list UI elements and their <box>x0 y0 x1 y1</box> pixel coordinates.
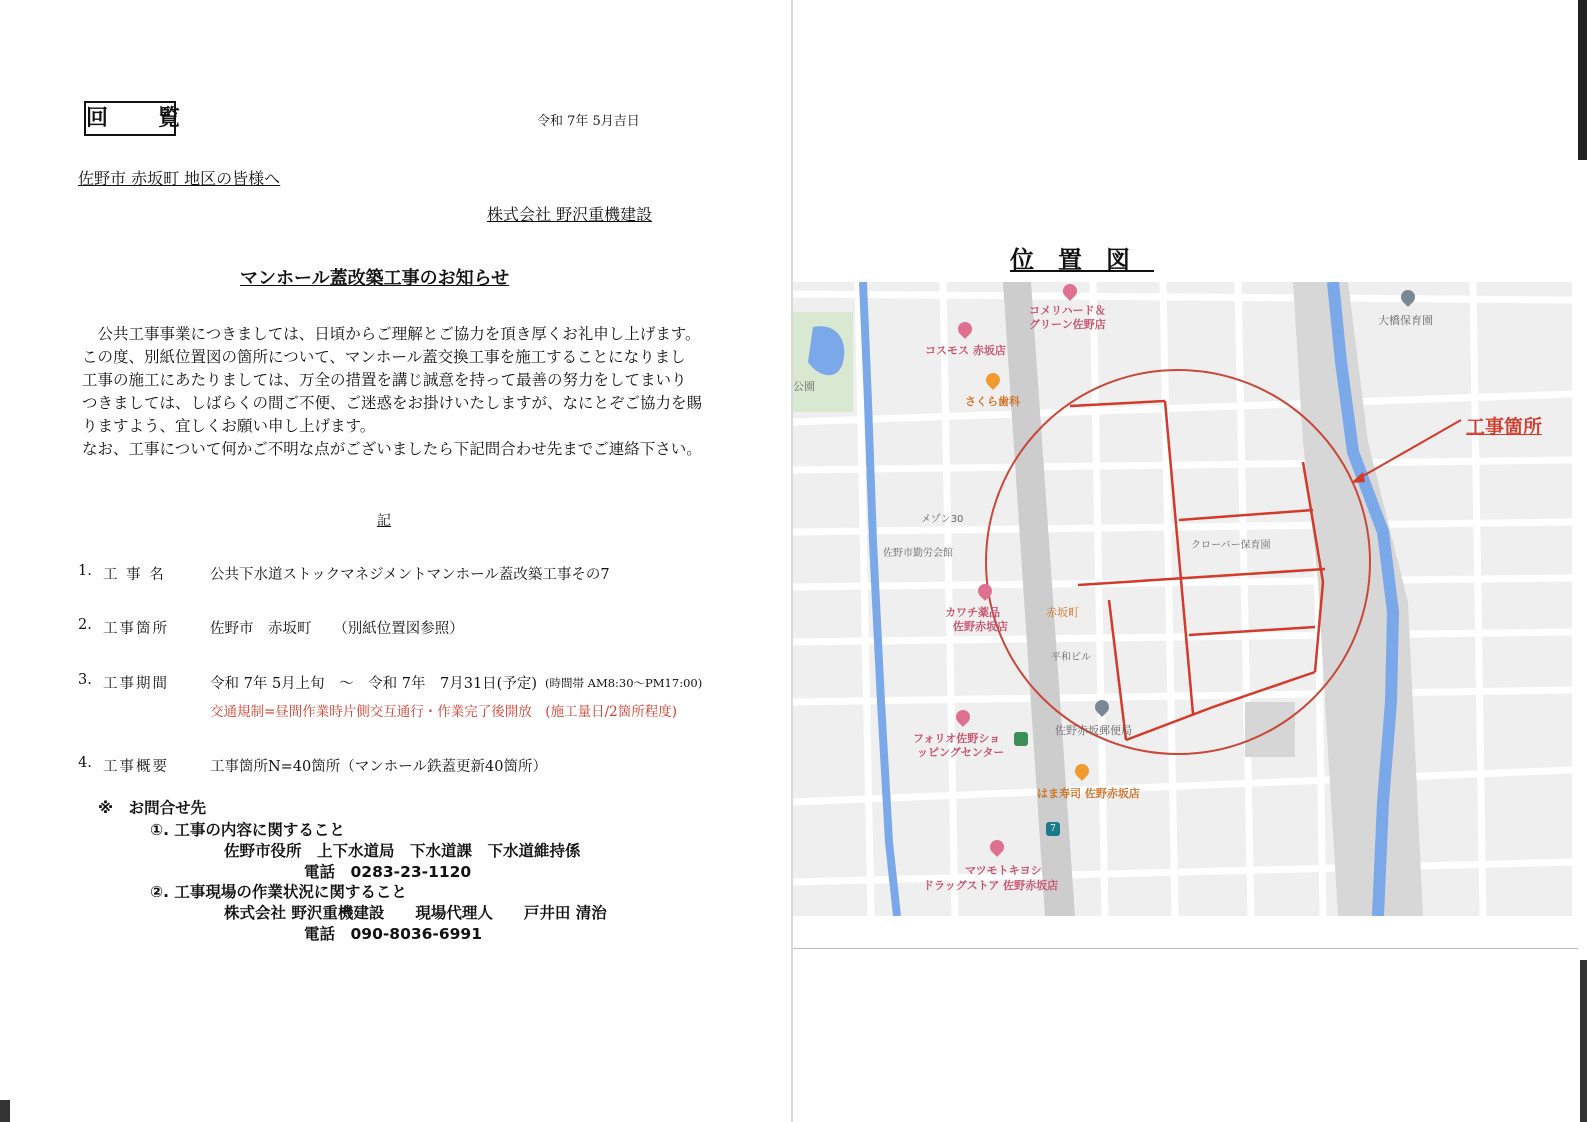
map-label: 佐野市勤労会館 <box>883 548 953 559</box>
divider <box>793 948 1578 949</box>
item-label: 工事箇所 <box>103 621 169 637</box>
item-label: 工事概要 <box>103 759 169 775</box>
contact-tel: 電話 0283-23-1120 <box>304 863 472 881</box>
map-label: 赤坂町 <box>1046 606 1079 619</box>
body-line: 公共工事事業につきましては、日頃からご理解とご協力を頂き厚くお礼申し上げます。 <box>82 325 701 343</box>
scan-edge-shadow <box>0 1100 10 1122</box>
body-line: 工事の施工にあたりましては、万全の措置を講じ誠意を持って最善の努力をしてまいり <box>82 371 687 389</box>
map-label: グリーン佐野店 <box>1029 318 1106 331</box>
issuer-company: 株式会社 野沢重機建設 <box>487 205 653 224</box>
map-label: コメリハード＆ <box>1029 304 1106 317</box>
ki-heading: 記 <box>377 513 391 529</box>
map-label: 佐野赤坂郵便局 <box>1055 724 1132 737</box>
body-line: つきましては、しばらくの間ご不便、ご迷惑をお掛けいたしますが、なにとぞご協力を賜 <box>82 394 703 412</box>
body-line: りますよう、宜しくお願い申し上げます。 <box>82 417 376 435</box>
contact-tel: 電話 090-8036-6991 <box>304 925 483 943</box>
item-value: 佐野市 赤坂町 （別紙位置図参照） <box>210 621 464 637</box>
scan-edge-shadow <box>1580 960 1587 1122</box>
item-number: 1. <box>78 563 92 579</box>
map-label: 大橋保育園 <box>1378 314 1433 327</box>
kairan-box: 回 覧 <box>84 101 176 136</box>
map-label: メゾン30 <box>921 514 964 525</box>
item-value: 令和 7年 5月上旬 ～ 令和 7年 7月31日(予定) <box>210 676 537 692</box>
contact-item-title: ①. 工事の内容に関すること <box>150 821 345 839</box>
time-note: (時間帯 AM8:30～PM17:00) <box>545 676 703 690</box>
contact-heading: ※ お問合せ先 <box>98 799 207 817</box>
item-number: 2. <box>78 617 92 633</box>
map-canvas <box>793 282 1572 916</box>
item-number: 4. <box>78 755 92 771</box>
contact-item-title: ②. 工事現場の作業状況に関すること <box>150 883 407 901</box>
map-label: ッピングセンター <box>917 746 1005 759</box>
contact-org: 佐野市役所 上下水道局 下水道課 下水道維持係 <box>224 842 581 860</box>
map-label: 平和ビル <box>1051 652 1091 663</box>
body-line: なお、工事について何かご不明な点がございましたら下記問合わせ先までご連絡下さい。 <box>82 440 702 458</box>
item-value: 工事箇所N=40箇所（マンホール鉄蓋更新40箇所） <box>210 759 547 775</box>
item-label: 工 事 名 <box>103 567 166 583</box>
body-line: この度、別紙位置図の箇所について、マンホール蓋交換工事を施工することになりまし <box>82 348 686 366</box>
construction-site-label: 工事箇所 <box>1466 416 1543 438</box>
map-label: クローバー保育園 <box>1191 540 1271 551</box>
item-number: 3. <box>78 672 92 688</box>
item-label: 工事期間 <box>103 676 169 692</box>
map-label: ドラッグストア 佐野赤坂店 <box>923 879 1059 892</box>
addressee: 佐野市 赤坂町 地区の皆様へ <box>78 169 281 188</box>
map-label: 佐野赤坂店 <box>953 620 1008 633</box>
map-label: 公園 <box>793 380 815 393</box>
shopping-center-icon <box>1014 732 1028 746</box>
map-label: はま寿司 佐野赤坂店 <box>1037 787 1140 800</box>
contact-org: 株式会社 野沢重機建設 現場代理人 戸井田 清治 <box>224 904 607 922</box>
map-label: さくら歯科 <box>965 395 1020 408</box>
map-label: コスモス 赤坂店 <box>925 344 1006 357</box>
map-label: マツモトキヨシ <box>965 864 1042 877</box>
convenience-store-icon: 7 <box>1046 822 1060 836</box>
scan-edge-shadow <box>1578 0 1587 160</box>
traffic-note: 交通規制=昼間作業時片側交互通行・作業完了後開放 (施工量日/2箇所程度) <box>210 704 677 720</box>
item-value: 公共下水道ストックマネジメントマンホール蓋改築工事その7 <box>210 567 610 583</box>
map-title: 位置図 <box>1010 245 1154 274</box>
location-map <box>793 282 1572 916</box>
map-label: カワチ薬品 <box>945 606 1000 619</box>
notice-title: マンホール蓋改築工事のお知らせ <box>240 268 510 289</box>
issue-date: 令和 7年 5月吉日 <box>537 114 640 129</box>
map-label: フォリオ佐野ショ <box>913 732 1001 745</box>
